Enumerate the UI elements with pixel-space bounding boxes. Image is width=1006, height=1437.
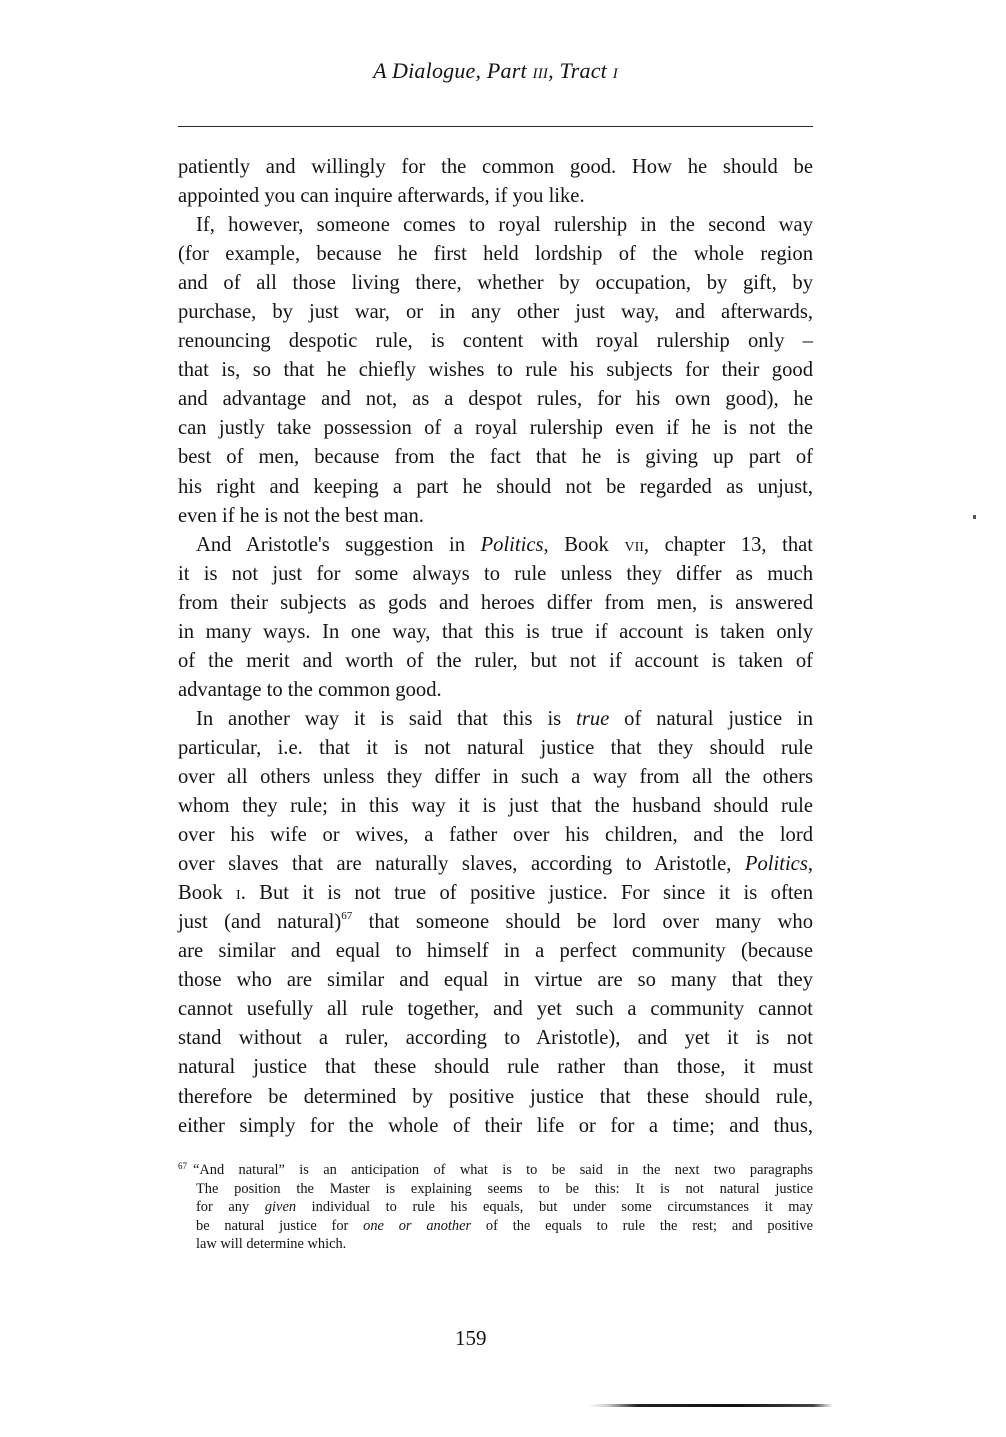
body-line <box>178 1024 813 1053</box>
running-head-sep: , Tract <box>548 58 613 83</box>
text-segment: vii <box>624 533 644 556</box>
footnote-line <box>178 1198 813 1217</box>
text-segment: Book <box>178 882 237 905</box>
scan-artifact-line <box>588 1404 833 1407</box>
text-segment: cannot usefully all rule together, and yet such a community cannot <box>178 998 813 1021</box>
text-segment: stand without a ruler, according to Aristotle), and yet it is not <box>178 1027 813 1050</box>
body-line <box>178 1112 813 1141</box>
text-segment: from their subjects as gods and heroes differ from men, is answered <box>178 591 813 614</box>
text-segment: his right and keeping a part he should not be regarded as unjust, <box>178 475 813 498</box>
body-line <box>178 298 813 327</box>
text-segment: purchase, by just war, or in any other just way, and afterwards, <box>178 301 813 324</box>
text-segment: patiently and willingly for the common good. How he should be <box>178 156 813 178</box>
body-line <box>178 879 813 908</box>
text-segment: just (and natural) <box>178 911 342 934</box>
body-line <box>178 356 813 385</box>
text-segment: it is not just for some always to rule unless they differ as much <box>178 562 813 585</box>
text-segment: appointed you can inquire afterwards, if you like. <box>178 185 585 208</box>
text-segment: and advantage and not, as a despot rules, for his own good), he <box>178 388 813 411</box>
body-line <box>178 385 813 414</box>
text-segment: , chapter 13, that <box>643 533 814 556</box>
text-segment: be natural justice for <box>196 1217 364 1234</box>
text-segment: those who are similar and equal in virtue are so many that they <box>178 969 813 992</box>
italic-text: true <box>576 707 610 730</box>
text-segment: , <box>807 853 813 876</box>
body-line <box>178 560 813 589</box>
footnote-line <box>178 1217 813 1236</box>
text-segment: of natural justice in <box>609 707 814 730</box>
body-line <box>178 473 813 502</box>
text-segment: that someone should be lord over many who <box>352 911 813 934</box>
text-segment: either simply for the whole of their life or for a time; and thus, <box>178 1114 813 1137</box>
text-segment: over all others unless they differ in such a way from all the others <box>178 765 813 788</box>
footnote-line <box>178 1235 813 1254</box>
text-segment: over his wife or wives, a father over his children, and the lord <box>178 824 813 847</box>
text-segment: particular, i.e. that it is not natural justice that they should rule <box>178 736 813 759</box>
footnote-marker: 67 <box>178 1161 187 1171</box>
footnote-line <box>178 1161 813 1180</box>
text-segment: If, however, someone comes to royal rulership in the second way <box>196 214 813 237</box>
text-segment: advantage to the common good. <box>178 678 442 701</box>
body-line <box>178 937 813 966</box>
body-line <box>178 1053 813 1082</box>
text-segment: , Book <box>543 533 625 556</box>
body-line <box>178 618 813 647</box>
body-line <box>178 734 813 763</box>
tract-numeral: i <box>612 58 618 83</box>
body-line <box>178 647 813 676</box>
body-line <box>178 153 813 182</box>
text-segment: best of men, because from the fact that he is giving up part of <box>178 446 813 469</box>
body-line <box>178 502 813 531</box>
running-head <box>178 58 813 84</box>
body-line <box>178 1083 813 1112</box>
text-segment: that is, so that he chiefly wishes to rule his subjects for their good <box>178 359 813 382</box>
text-segment: over slaves that are naturally slaves, according to Aristotle, <box>178 853 745 876</box>
body-text <box>178 153 813 1141</box>
body-line <box>178 850 813 879</box>
page-number: 159 <box>455 1326 487 1350</box>
text-segment: even if he is not the best man. <box>178 504 424 527</box>
text-segment: . But it is not true of positive justice. For since it is often <box>240 882 813 905</box>
text-segment: The position the Master is explaining seems to be this: It is not natural justice <box>196 1180 813 1197</box>
body-line <box>178 269 813 298</box>
running-head-title: A Dialogue, Part <box>373 58 533 83</box>
body-line <box>178 792 813 821</box>
text-segment: And Aristotle's suggestion in <box>196 533 481 556</box>
text-segment: individual to rule his equals, but under some circumstances it may <box>296 1199 813 1216</box>
text-segment: In another way it is said that this is <box>196 707 577 730</box>
body-line <box>178 531 813 560</box>
text-segment: of the equals to rule the rest; and positive <box>471 1217 813 1234</box>
body-line <box>178 821 813 850</box>
body-line <box>178 443 813 472</box>
text-segment: natural justice that these should rule rather than those, it must <box>178 1056 813 1079</box>
part-numeral: iii <box>532 58 549 83</box>
italic-text: given <box>264 1199 297 1216</box>
text-segment: in many ways. In one way, that this is true if account is taken only <box>178 620 813 643</box>
text-segment: therefore be determined by positive justice that these should rule, <box>178 1085 813 1108</box>
italic-text: Politics <box>480 533 544 556</box>
text-segment: whom they rule; in this way it is just that the husband should rule <box>178 795 813 818</box>
scan-artifact-dot <box>973 515 976 519</box>
body-line <box>178 995 813 1024</box>
footnote-line <box>178 1180 813 1199</box>
text-segment: can justly take possession of a royal rulership even if he is not the <box>178 417 813 440</box>
footnote-reference: 67 <box>341 910 353 923</box>
text-segment: “And natural” is an anticipation of what is to be said in the next two paragraphs <box>193 1162 813 1178</box>
body-line <box>178 182 813 211</box>
text-segment: are similar and equal to himself in a perfect community (because <box>178 940 813 963</box>
body-line <box>178 908 813 937</box>
body-line <box>178 705 813 734</box>
italic-text: one or another <box>363 1217 472 1234</box>
text-segment: (for example, because he first held lordship of the whole region <box>178 243 813 266</box>
text-segment: for any <box>196 1199 265 1216</box>
text-segment: and of all those living there, whether by occupation, by gift, by <box>178 272 813 295</box>
footnote <box>178 1161 813 1254</box>
text-segment: of the merit and worth of the ruler, but not if account is taken of <box>178 649 813 672</box>
body-line <box>178 589 813 618</box>
text-segment: i <box>236 882 241 905</box>
text-segment: law will determine which. <box>196 1236 347 1253</box>
body-line <box>178 414 813 443</box>
header-rule <box>178 126 813 127</box>
body-line <box>178 327 813 356</box>
body-line <box>178 240 813 269</box>
body-line <box>178 211 813 240</box>
body-line <box>178 676 813 705</box>
body-line <box>178 763 813 792</box>
italic-text: Politics <box>744 853 808 876</box>
text-segment: renouncing despotic rule, is content with royal rulership only – <box>178 330 813 353</box>
body-line <box>178 966 813 995</box>
